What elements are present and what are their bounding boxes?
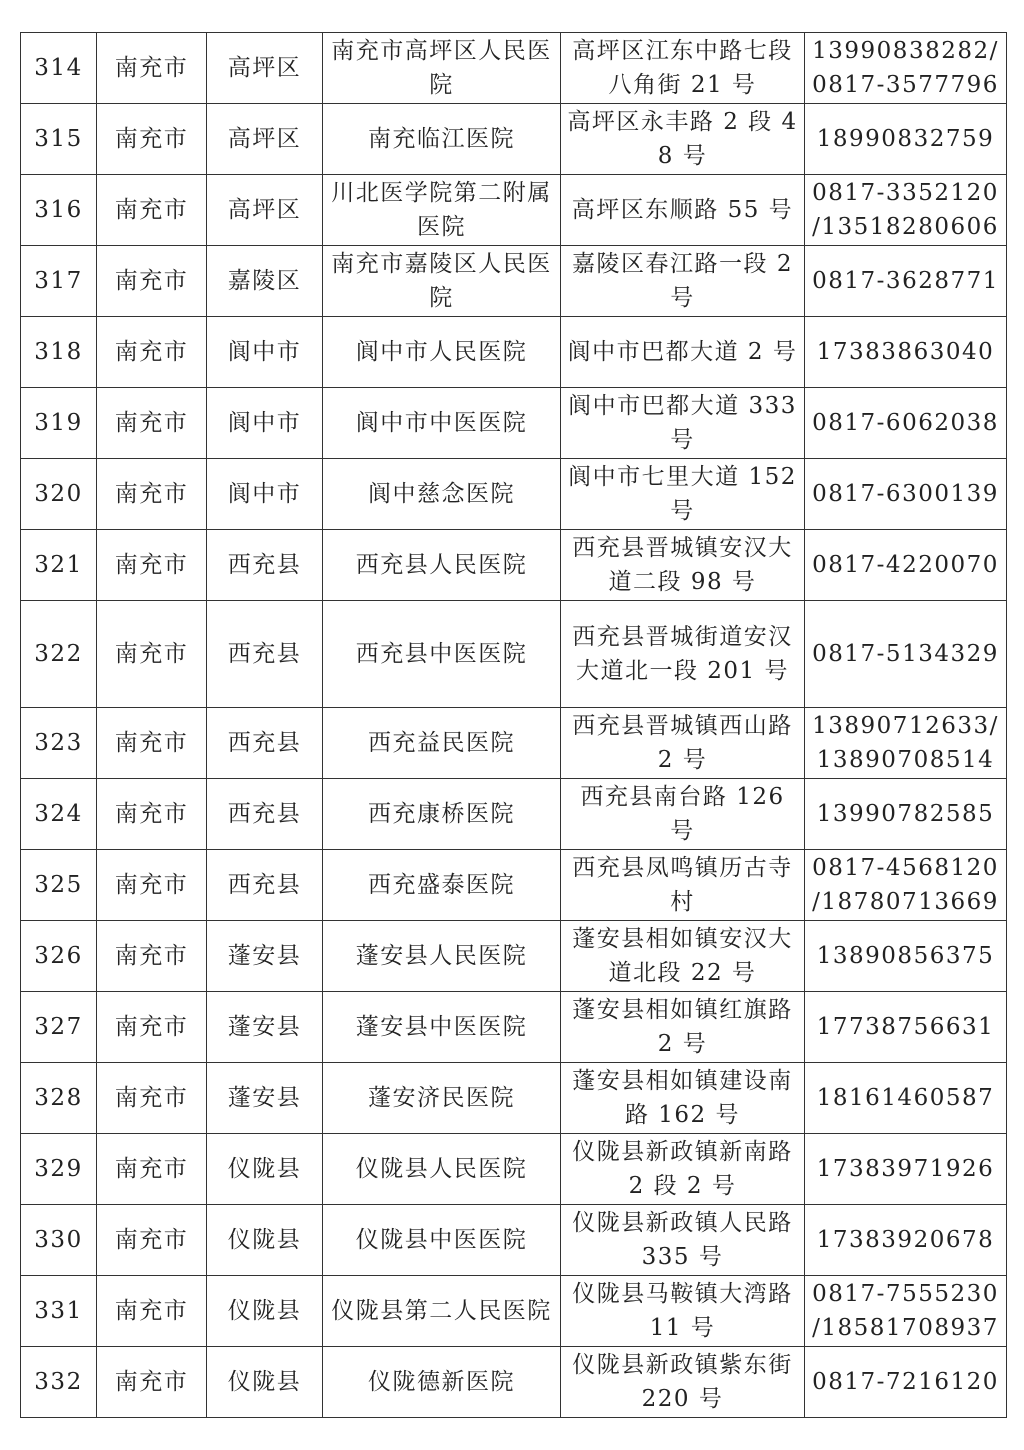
- phone-cell: 0817-7555230 /18581708937: [805, 1276, 1007, 1347]
- address-cell: 仪陇县新政镇新南路 2 段 2 号: [561, 1134, 805, 1205]
- table-row: [21, 1205, 1007, 1276]
- phone-cell: 13990782585: [805, 779, 1007, 850]
- row-number-cell: 330: [21, 1205, 97, 1276]
- table-row: [21, 921, 1007, 992]
- hospital-name-cell: 西充康桥医院: [323, 779, 561, 850]
- city-cell: 南充市: [97, 850, 207, 921]
- hospital-name-cell: 仪陇县第二人民医院: [323, 1276, 561, 1347]
- hospital-name-cell: 仪陇德新医院: [323, 1347, 561, 1418]
- row-number-cell: 326: [21, 921, 97, 992]
- hospital-name-cell: 南充市高坪区人民医院: [323, 33, 561, 104]
- row-number-cell: 328: [21, 1063, 97, 1134]
- hospital-name-cell: 阆中慈念医院: [323, 459, 561, 530]
- phone-cell: 18161460587: [805, 1063, 1007, 1134]
- phone-cell: 0817-6300139: [805, 459, 1007, 530]
- city-cell: 南充市: [97, 1134, 207, 1205]
- row-number-cell: 316: [21, 175, 97, 246]
- district-cell: 蓬安县: [207, 1063, 323, 1134]
- address-cell: 蓬安县相如镇安汉大道北段 22 号: [561, 921, 805, 992]
- district-cell: 仪陇县: [207, 1276, 323, 1347]
- city-cell: 南充市: [97, 779, 207, 850]
- city-cell: 南充市: [97, 175, 207, 246]
- city-cell: 南充市: [97, 1347, 207, 1418]
- city-cell: 南充市: [97, 708, 207, 779]
- phone-cell: 0817-3352120 /13518280606: [805, 175, 1007, 246]
- city-cell: 南充市: [97, 388, 207, 459]
- table-row: [21, 1063, 1007, 1134]
- city-cell: 南充市: [97, 1205, 207, 1276]
- address-cell: 西充县南台路 126 号: [561, 779, 805, 850]
- district-cell: 蓬安县: [207, 992, 323, 1063]
- address-cell: 嘉陵区春江路一段 2 号: [561, 246, 805, 317]
- phone-cell: 17383971926: [805, 1134, 1007, 1205]
- row-number-cell: 331: [21, 1276, 97, 1347]
- phone-cell: 0817-4568120 /18780713669: [805, 850, 1007, 921]
- hospital-table: [20, 32, 1007, 1418]
- table-row: [21, 246, 1007, 317]
- phone-cell: 0817-4220070: [805, 530, 1007, 601]
- table-row: [21, 175, 1007, 246]
- city-cell: 南充市: [97, 33, 207, 104]
- table-row: [21, 601, 1007, 708]
- table-row: [21, 1134, 1007, 1205]
- district-cell: 蓬安县: [207, 921, 323, 992]
- phone-cell: 13890712633/ 13890708514: [805, 708, 1007, 779]
- city-cell: 南充市: [97, 992, 207, 1063]
- district-cell: 阆中市: [207, 388, 323, 459]
- district-cell: 西充县: [207, 601, 323, 708]
- city-cell: 南充市: [97, 459, 207, 530]
- phone-cell: 0817-3628771: [805, 246, 1007, 317]
- row-number-cell: 327: [21, 992, 97, 1063]
- district-cell: 西充县: [207, 708, 323, 779]
- address-cell: 仪陇县新政镇紫东街 220 号: [561, 1347, 805, 1418]
- city-cell: 南充市: [97, 1063, 207, 1134]
- address-cell: 仪陇县马鞍镇大湾路 11 号: [561, 1276, 805, 1347]
- table-row: [21, 388, 1007, 459]
- row-number-cell: 315: [21, 104, 97, 175]
- phone-cell: 17383920678: [805, 1205, 1007, 1276]
- row-number-cell: 323: [21, 708, 97, 779]
- table-row: [21, 992, 1007, 1063]
- address-cell: 仪陇县新政镇人民路 335 号: [561, 1205, 805, 1276]
- row-number-cell: 317: [21, 246, 97, 317]
- district-cell: 仪陇县: [207, 1205, 323, 1276]
- table-row: [21, 1276, 1007, 1347]
- address-cell: 高坪区江东中路七段八角街 21 号: [561, 33, 805, 104]
- hospital-name-cell: 蓬安县中医医院: [323, 992, 561, 1063]
- city-cell: 南充市: [97, 921, 207, 992]
- row-number-cell: 324: [21, 779, 97, 850]
- table-row: [21, 850, 1007, 921]
- address-cell: 阆中市巴都大道 2 号: [561, 317, 805, 388]
- city-cell: 南充市: [97, 246, 207, 317]
- address-cell: 西充县晋城镇西山路 2 号: [561, 708, 805, 779]
- district-cell: 西充县: [207, 779, 323, 850]
- hospital-name-cell: 西充县人民医院: [323, 530, 561, 601]
- district-cell: 仪陇县: [207, 1347, 323, 1418]
- address-cell: 西充县晋城街道安汉大道北一段 201 号: [561, 601, 805, 708]
- hospital-name-cell: 阆中市人民医院: [323, 317, 561, 388]
- hospital-name-cell: 仪陇县中医医院: [323, 1205, 561, 1276]
- address-cell: 西充县凤鸣镇历古寺村: [561, 850, 805, 921]
- district-cell: 仪陇县: [207, 1134, 323, 1205]
- district-cell: 高坪区: [207, 33, 323, 104]
- row-number-cell: 318: [21, 317, 97, 388]
- hospital-name-cell: 阆中市中医医院: [323, 388, 561, 459]
- hospital-name-cell: 西充盛泰医院: [323, 850, 561, 921]
- city-cell: 南充市: [97, 104, 207, 175]
- table-row: [21, 104, 1007, 175]
- table-row: [21, 317, 1007, 388]
- hospital-name-cell: 西充县中医医院: [323, 601, 561, 708]
- district-cell: 西充县: [207, 850, 323, 921]
- hospital-name-cell: 南充市嘉陵区人民医院: [323, 246, 561, 317]
- phone-cell: 0817-5134329: [805, 601, 1007, 708]
- address-cell: 蓬安县相如镇红旗路 2 号: [561, 992, 805, 1063]
- city-cell: 南充市: [97, 1276, 207, 1347]
- address-cell: 蓬安县相如镇建设南路 162 号: [561, 1063, 805, 1134]
- address-cell: 高坪区东顺路 55 号: [561, 175, 805, 246]
- phone-cell: 17738756631: [805, 992, 1007, 1063]
- table-row: [21, 708, 1007, 779]
- table-row: [21, 1347, 1007, 1418]
- table-row: [21, 459, 1007, 530]
- hospital-name-cell: 西充益民医院: [323, 708, 561, 779]
- phone-cell: 0817-7216120: [805, 1347, 1007, 1418]
- phone-cell: 13990838282/ 0817-3577796: [805, 33, 1007, 104]
- row-number-cell: 325: [21, 850, 97, 921]
- city-cell: 南充市: [97, 601, 207, 708]
- address-cell: 阆中市七里大道 152 号: [561, 459, 805, 530]
- district-cell: 西充县: [207, 530, 323, 601]
- phone-cell: 13890856375: [805, 921, 1007, 992]
- hospital-name-cell: 蓬安县人民医院: [323, 921, 561, 992]
- row-number-cell: 319: [21, 388, 97, 459]
- row-number-cell: 320: [21, 459, 97, 530]
- row-number-cell: 322: [21, 601, 97, 708]
- district-cell: 阆中市: [207, 459, 323, 530]
- address-cell: 高坪区永丰路 2 段 48 号: [561, 104, 805, 175]
- phone-cell: 0817-6062038: [805, 388, 1007, 459]
- city-cell: 南充市: [97, 317, 207, 388]
- row-number-cell: 329: [21, 1134, 97, 1205]
- city-cell: 南充市: [97, 530, 207, 601]
- district-cell: 阆中市: [207, 317, 323, 388]
- hospital-name-cell: 川北医学院第二附属医院: [323, 175, 561, 246]
- district-cell: 高坪区: [207, 175, 323, 246]
- table-row: [21, 33, 1007, 104]
- phone-cell: 17383863040: [805, 317, 1007, 388]
- table-row: [21, 779, 1007, 850]
- row-number-cell: 314: [21, 33, 97, 104]
- district-cell: 嘉陵区: [207, 246, 323, 317]
- phone-cell: 18990832759: [805, 104, 1007, 175]
- address-cell: 西充县晋城镇安汉大道二段 98 号: [561, 530, 805, 601]
- hospital-name-cell: 蓬安济民医院: [323, 1063, 561, 1134]
- hospital-table-body: [21, 33, 1007, 1418]
- table-row: [21, 530, 1007, 601]
- row-number-cell: 321: [21, 530, 97, 601]
- address-cell: 阆中市巴都大道 333 号: [561, 388, 805, 459]
- hospital-name-cell: 仪陇县人民医院: [323, 1134, 561, 1205]
- hospital-name-cell: 南充临江医院: [323, 104, 561, 175]
- district-cell: 高坪区: [207, 104, 323, 175]
- row-number-cell: 332: [21, 1347, 97, 1418]
